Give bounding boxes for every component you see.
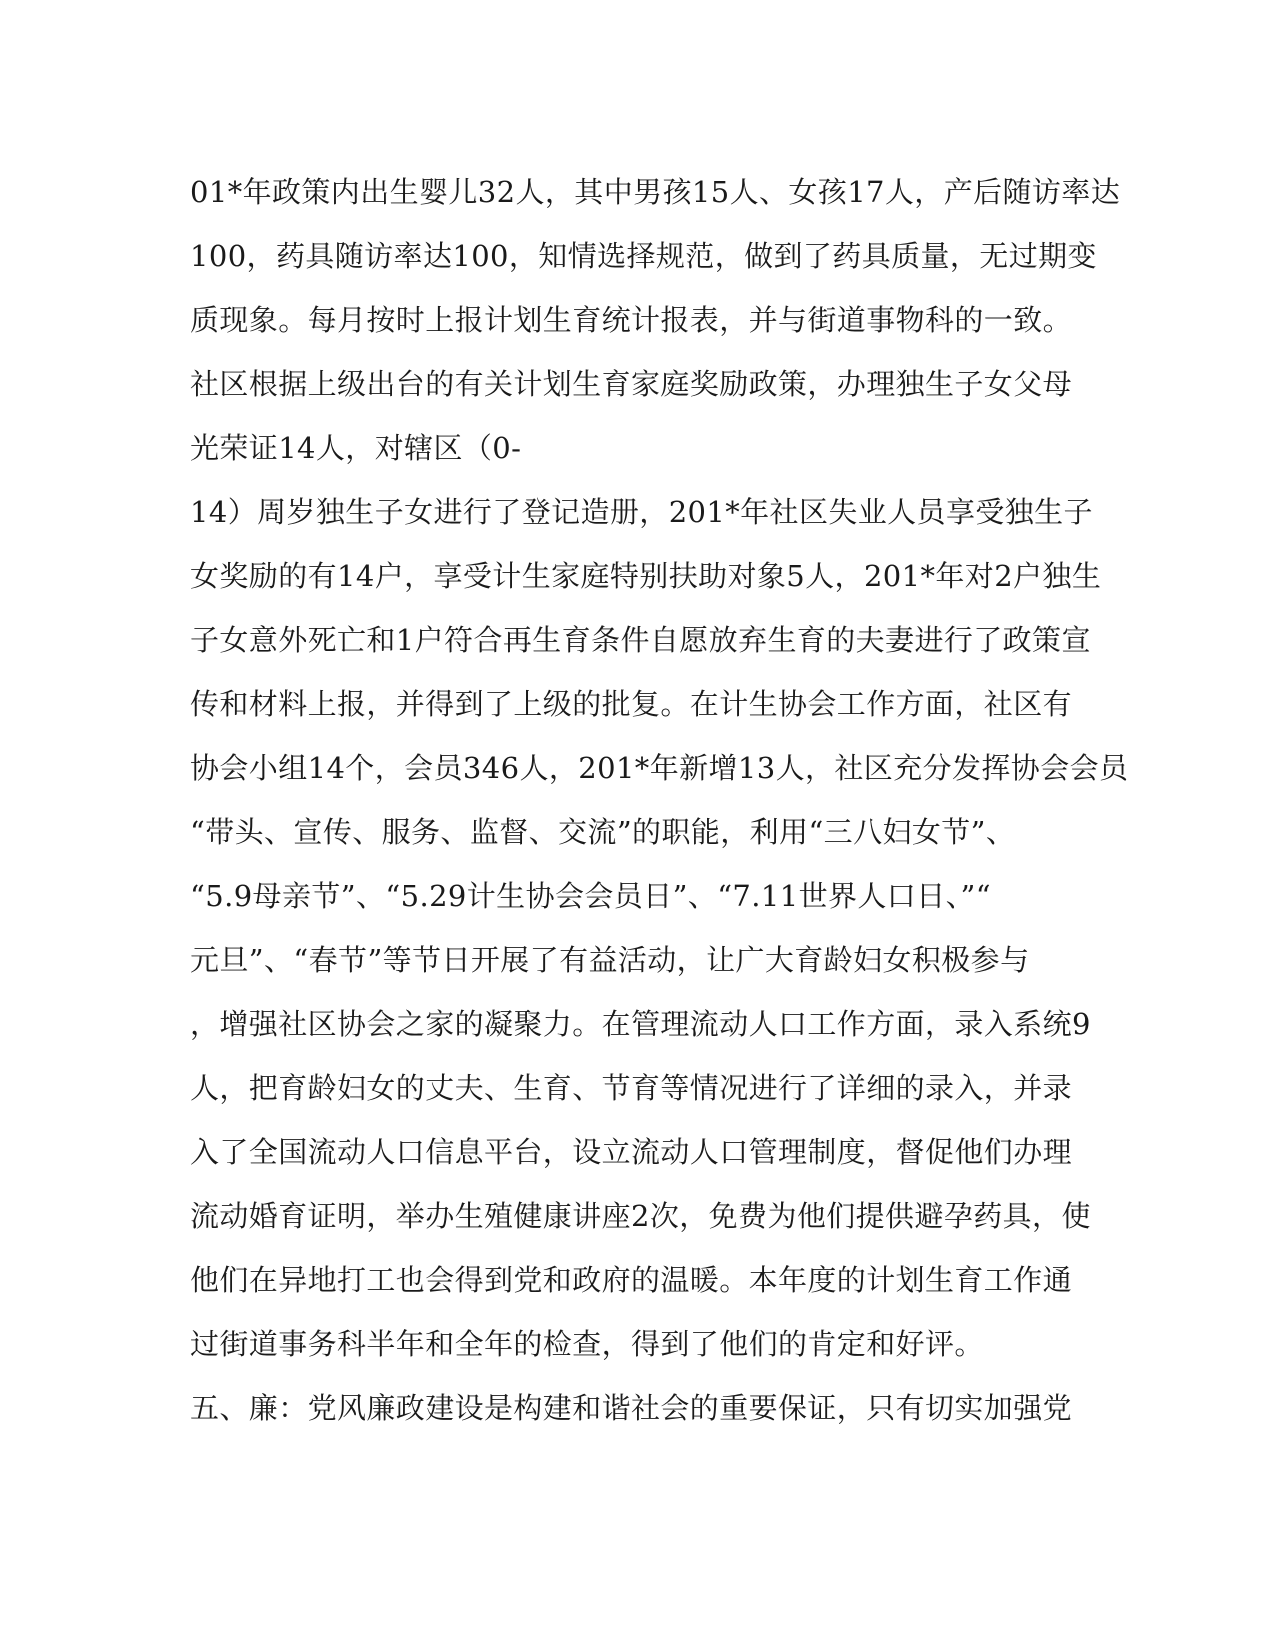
text-line: ，增强社区协会之家的凝聚力。在管理流动人口工作方面，录入系统9: [190, 1007, 1091, 1041]
text-line: 100，药具随访率达100，知情选择规范，做到了药具质量，无过期变: [190, 239, 1097, 273]
text-line: “5.9母亲节”、“5.29计生协会会员日”、“7.11世界人口日、”“: [190, 879, 991, 913]
text-line: 他们在异地打工也会得到党和政府的温暖。本年度的计划生育工作通: [190, 1263, 1073, 1297]
body-text: [190, 160, 1129, 1440]
section-heading-line: 五、廉：党风廉政建设是构建和谐社会的重要保证，只有切实加强党: [190, 1391, 1073, 1425]
text-line: 协会小组14个，会员346人，201*年新增13人，社区充分发挥协会会员: [190, 751, 1129, 785]
text-line: 流动婚育证明，举办生殖健康讲座2次，免费为他们提供避孕药具，使: [190, 1199, 1091, 1233]
text-line: 入了全国流动人口信息平台，设立流动人口管理制度，督促他们办理: [190, 1135, 1073, 1169]
text-line: 光荣证14人，对辖区（0-: [190, 431, 522, 465]
text-line: 01*年政策内出生婴儿32人，其中男孩15人、女孩17人，产后随访率达: [190, 175, 1121, 209]
text-line: 元旦”、“春节”等节日开展了有益活动，让广大育龄妇女积极参与: [190, 943, 1030, 977]
text-line: “带头、宣传、服务、监督、交流”的职能，利用“三八妇女节”、: [190, 815, 1016, 849]
text-line: 社区根据上级出台的有关计划生育家庭奖励政策，办理独生子女父母: [190, 367, 1073, 401]
text-line: 传和材料上报，并得到了上级的批复。在计生协会工作方面，社区有: [190, 687, 1073, 721]
text-line: 人，把育龄妇女的丈夫、生育、节育等情况进行了详细的录入，并录: [190, 1071, 1073, 1105]
text-line: 质现象。每月按时上报计划生育统计报表，并与街道事物科的一致。: [190, 303, 1073, 337]
text-line: 女奖励的有14户，享受计生家庭特别扶助对象5人，201*年对2户独生: [190, 559, 1102, 593]
text-line: 子女意外死亡和1户符合再生育条件自愿放弃生育的夫妻进行了政策宣: [190, 623, 1091, 657]
text-line: 14）周岁独生子女进行了登记造册，201*年社区失业人员享受独生子: [190, 495, 1093, 529]
text-line: 过街道事务科半年和全年的检查，得到了他们的肯定和好评。: [190, 1327, 984, 1361]
